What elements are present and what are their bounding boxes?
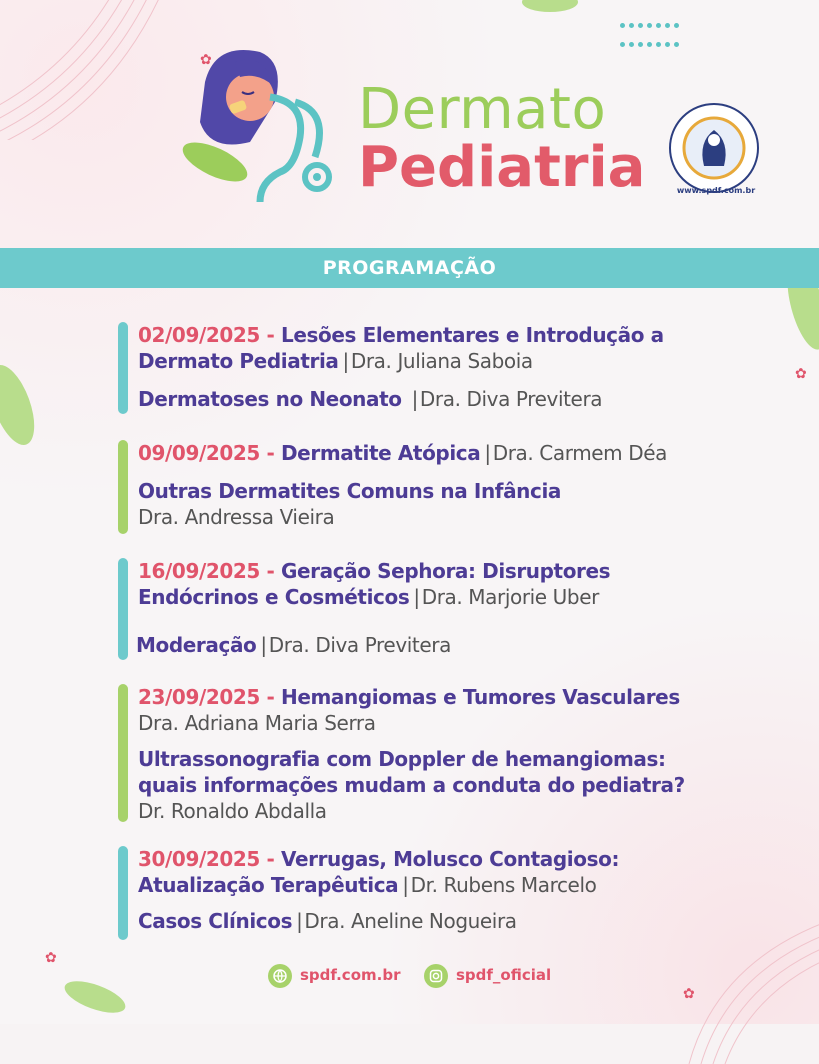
dash: - <box>259 847 281 871</box>
dash: - <box>259 323 281 347</box>
accent-bar <box>118 322 128 414</box>
topic: quais informações mudam a conduta do pediatra? <box>138 773 685 797</box>
topic: Casos Clínicos <box>138 909 293 933</box>
topic: Ultrassonografia com Doppler de hemangiomas: <box>138 747 666 771</box>
dash: - <box>259 685 281 709</box>
topic: Moderação <box>136 633 257 657</box>
topic: Endócrinos e Cosméticos <box>138 585 410 609</box>
accent-bar <box>118 684 128 822</box>
society-seal-icon <box>668 102 760 194</box>
speaker: Dra. Marjorie Uber <box>421 585 599 609</box>
dash: - <box>259 559 281 583</box>
globe-icon <box>268 964 292 988</box>
topic: Dermato Pediatria <box>138 349 339 373</box>
accent-bar <box>118 846 128 940</box>
dermatology-logo-icon <box>180 42 340 222</box>
dash: - <box>259 441 281 465</box>
speaker: Dra. Aneline Nogueira <box>304 909 517 933</box>
instagram-icon <box>424 964 448 988</box>
speaker: Dra. Juliana Saboia <box>350 349 533 373</box>
speaker: Dra. Adriana Maria Serra <box>138 711 376 735</box>
session-date: 02/09/2025 <box>138 323 260 347</box>
leaf-icon <box>520 0 580 20</box>
session-date: 23/09/2025 <box>138 685 260 709</box>
section-title: PROGRAMAÇÃO <box>322 257 497 279</box>
separator: | <box>402 873 409 897</box>
speaker: Dra. Andressa Vieira <box>138 505 335 529</box>
topic: Verrugas, Molusco Contagioso: <box>280 847 620 871</box>
separator: | <box>342 349 349 373</box>
topic: Dermatite Atópica <box>280 441 481 465</box>
title-dermato: Dermato <box>358 77 607 142</box>
decorative-lines <box>0 0 160 140</box>
accent-bar <box>118 558 128 660</box>
topic: Atualização Terapêutica <box>138 873 399 897</box>
separator: | <box>296 909 303 933</box>
topic: Hemangiomas e Tumores Vasculares <box>280 685 680 709</box>
speaker: Dra. Diva Previtera <box>419 387 603 411</box>
topic: Dermatoses no Neonato <box>138 387 402 411</box>
footer <box>0 962 819 992</box>
website-link[interactable]: spdf.com.br <box>300 966 401 984</box>
separator: | <box>413 585 420 609</box>
speaker: Dra. Carmem Déa <box>492 441 667 465</box>
separator: | <box>405 387 418 411</box>
society-website: www.spdf.com.br <box>676 186 756 195</box>
speaker: Dr. Rubens Marcelo <box>410 873 597 897</box>
separator: | <box>484 441 491 465</box>
topic: Outras Dermatites Comuns na Infância <box>138 479 562 503</box>
speaker: Dr. Ronaldo Abdalla <box>138 799 327 823</box>
speaker: Dra. Diva Previtera <box>268 633 451 657</box>
decorative-dots <box>620 20 700 58</box>
leaf-icon <box>0 360 40 450</box>
session-date: 16/09/2025 <box>138 559 260 583</box>
topic: Lesões Elementares e Introdução a <box>280 323 664 347</box>
flower-icon: ✿ <box>200 52 212 68</box>
title-pediatria: Pediatria <box>358 135 646 200</box>
flower-icon: ✿ <box>45 950 57 966</box>
session-date: 09/09/2025 <box>138 441 260 465</box>
instagram-link[interactable]: spdf_oficial <box>456 966 552 984</box>
flower-icon: ✿ <box>683 986 695 1002</box>
topic: Geração Sephora: Disruptores <box>280 559 611 583</box>
flower-icon: ✿ <box>795 366 807 382</box>
separator: | <box>260 633 267 657</box>
session-date: 30/09/2025 <box>138 847 260 871</box>
accent-bar <box>118 440 128 534</box>
section-header-band <box>0 248 819 288</box>
